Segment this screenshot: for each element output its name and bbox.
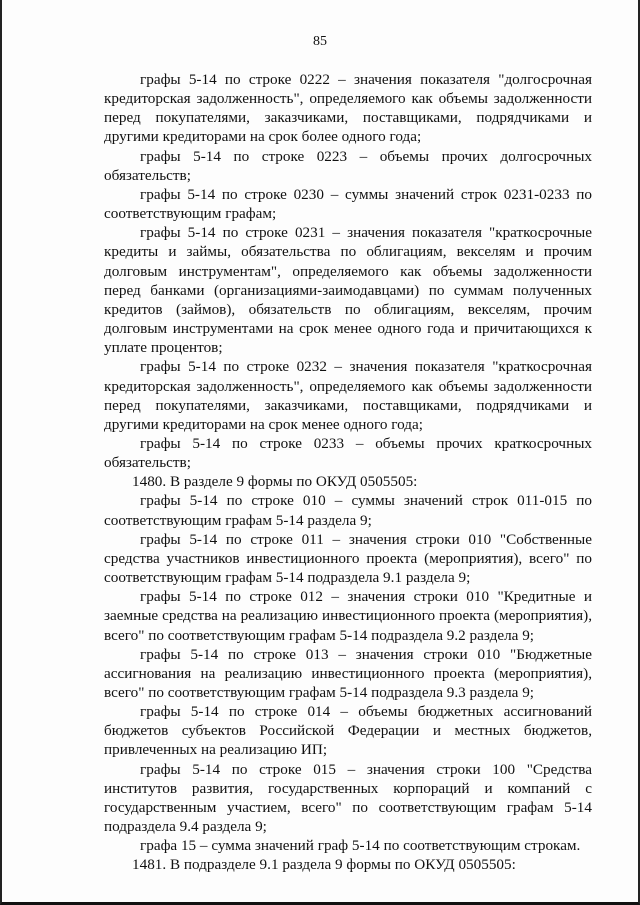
paragraph: графы 5-14 по строке 013 – значения строки 010 "Бюджетные ассигнования на реализацию инвестиционного проекта (мероприятия), всего" по соответствующим графам 5-14 подраздела 9.3 раздела 9; bbox=[104, 645, 592, 701]
paragraph: графы 5-14 по строке 011 – значения строки 010 "Собственные средства участников инвестиционного проекта (мероприятия), всего" по соответствующим графам 5-14 подраздела 9.1 раздела 9; bbox=[104, 530, 592, 587]
paragraph: графа 15 – сумма значений граф 5-14 по соответствующим строкам. bbox=[140, 837, 581, 855]
paragraph: графы 5-14 по строке 0233 – объемы прочих краткосрочных обязательств; bbox=[104, 434, 592, 472]
paragraph: графы 5-14 по строке 0223 – объемы прочих долгосрочных обязательств; bbox=[104, 147, 592, 184]
page-number: 85 bbox=[313, 34, 327, 49]
section-heading: 1481. В подразделе 9.1 раздела 9 формы по ОКУД 0505505: bbox=[132, 856, 516, 874]
paragraph: графы 5-14 по строке 0232 – значения показателя "краткосрочная кредиторская задолженность", определяемого как объемы задолженности перед покупателями, заказчиками, поставщиками, подрядчиками и другими кредиторами на срок менее одного года; bbox=[104, 358, 592, 433]
paragraph: графы 5-14 по строке 014 – объемы бюджетных ассигнований бюджетов субъектов Российской Федерации и местных бюджетов, привлеченных на реализацию ИП; bbox=[104, 703, 592, 759]
paragraph: графы 5-14 по строке 0222 – значения показателя "долгосрочная кредиторская задолженность", определяемого как объемы задолженности перед покупателями, заказчиками, поставщиками, подрядчиками и другими кредиторами на срок более одного года; bbox=[104, 71, 592, 146]
paragraph: графы 5-14 по строке 015 – значения строки 100 "Средства институтов развития, государственных корпораций и компаний с государственным участием, всего" по соответствующим графам 5-14 подраздела 9.4 раздела 9; bbox=[104, 760, 592, 836]
paragraph: графы 5-14 по строке 010 – суммы значений строк 011-015 по соответствующим графам 5-14 раздела 9; bbox=[104, 492, 592, 529]
paragraph: графы 5-14 по строке 012 – значения строки 010 "Кредитные и заемные средства на реализацию инвестиционного проекта (мероприятия), всего" по соответствующим графам 5-14 подраздела 9.2 раздела 9; bbox=[104, 588, 592, 644]
paragraph: графы 5-14 по строке 0230 – суммы значений строк 0231-0233 по соответствующим графам; bbox=[104, 185, 592, 223]
paragraph: графы 5-14 по строке 0231 – значения показателя "краткосрочные кредиты и займы, обязательства по облигациям, векселям и прочим долговым инструментам", определяемого как объемы задолженности перед банками (организациями-заимодавцами) по суммам полученных кредитов (займов), обязательств по облигациям, векселям, прочим долговым инструментами на срок менее одного года и причитающихся к уплате процентов; bbox=[104, 224, 592, 357]
document-body bbox=[104, 70, 592, 875]
section-heading: 1480. В разделе 9 формы по ОКУД 0505505: bbox=[132, 473, 418, 491]
